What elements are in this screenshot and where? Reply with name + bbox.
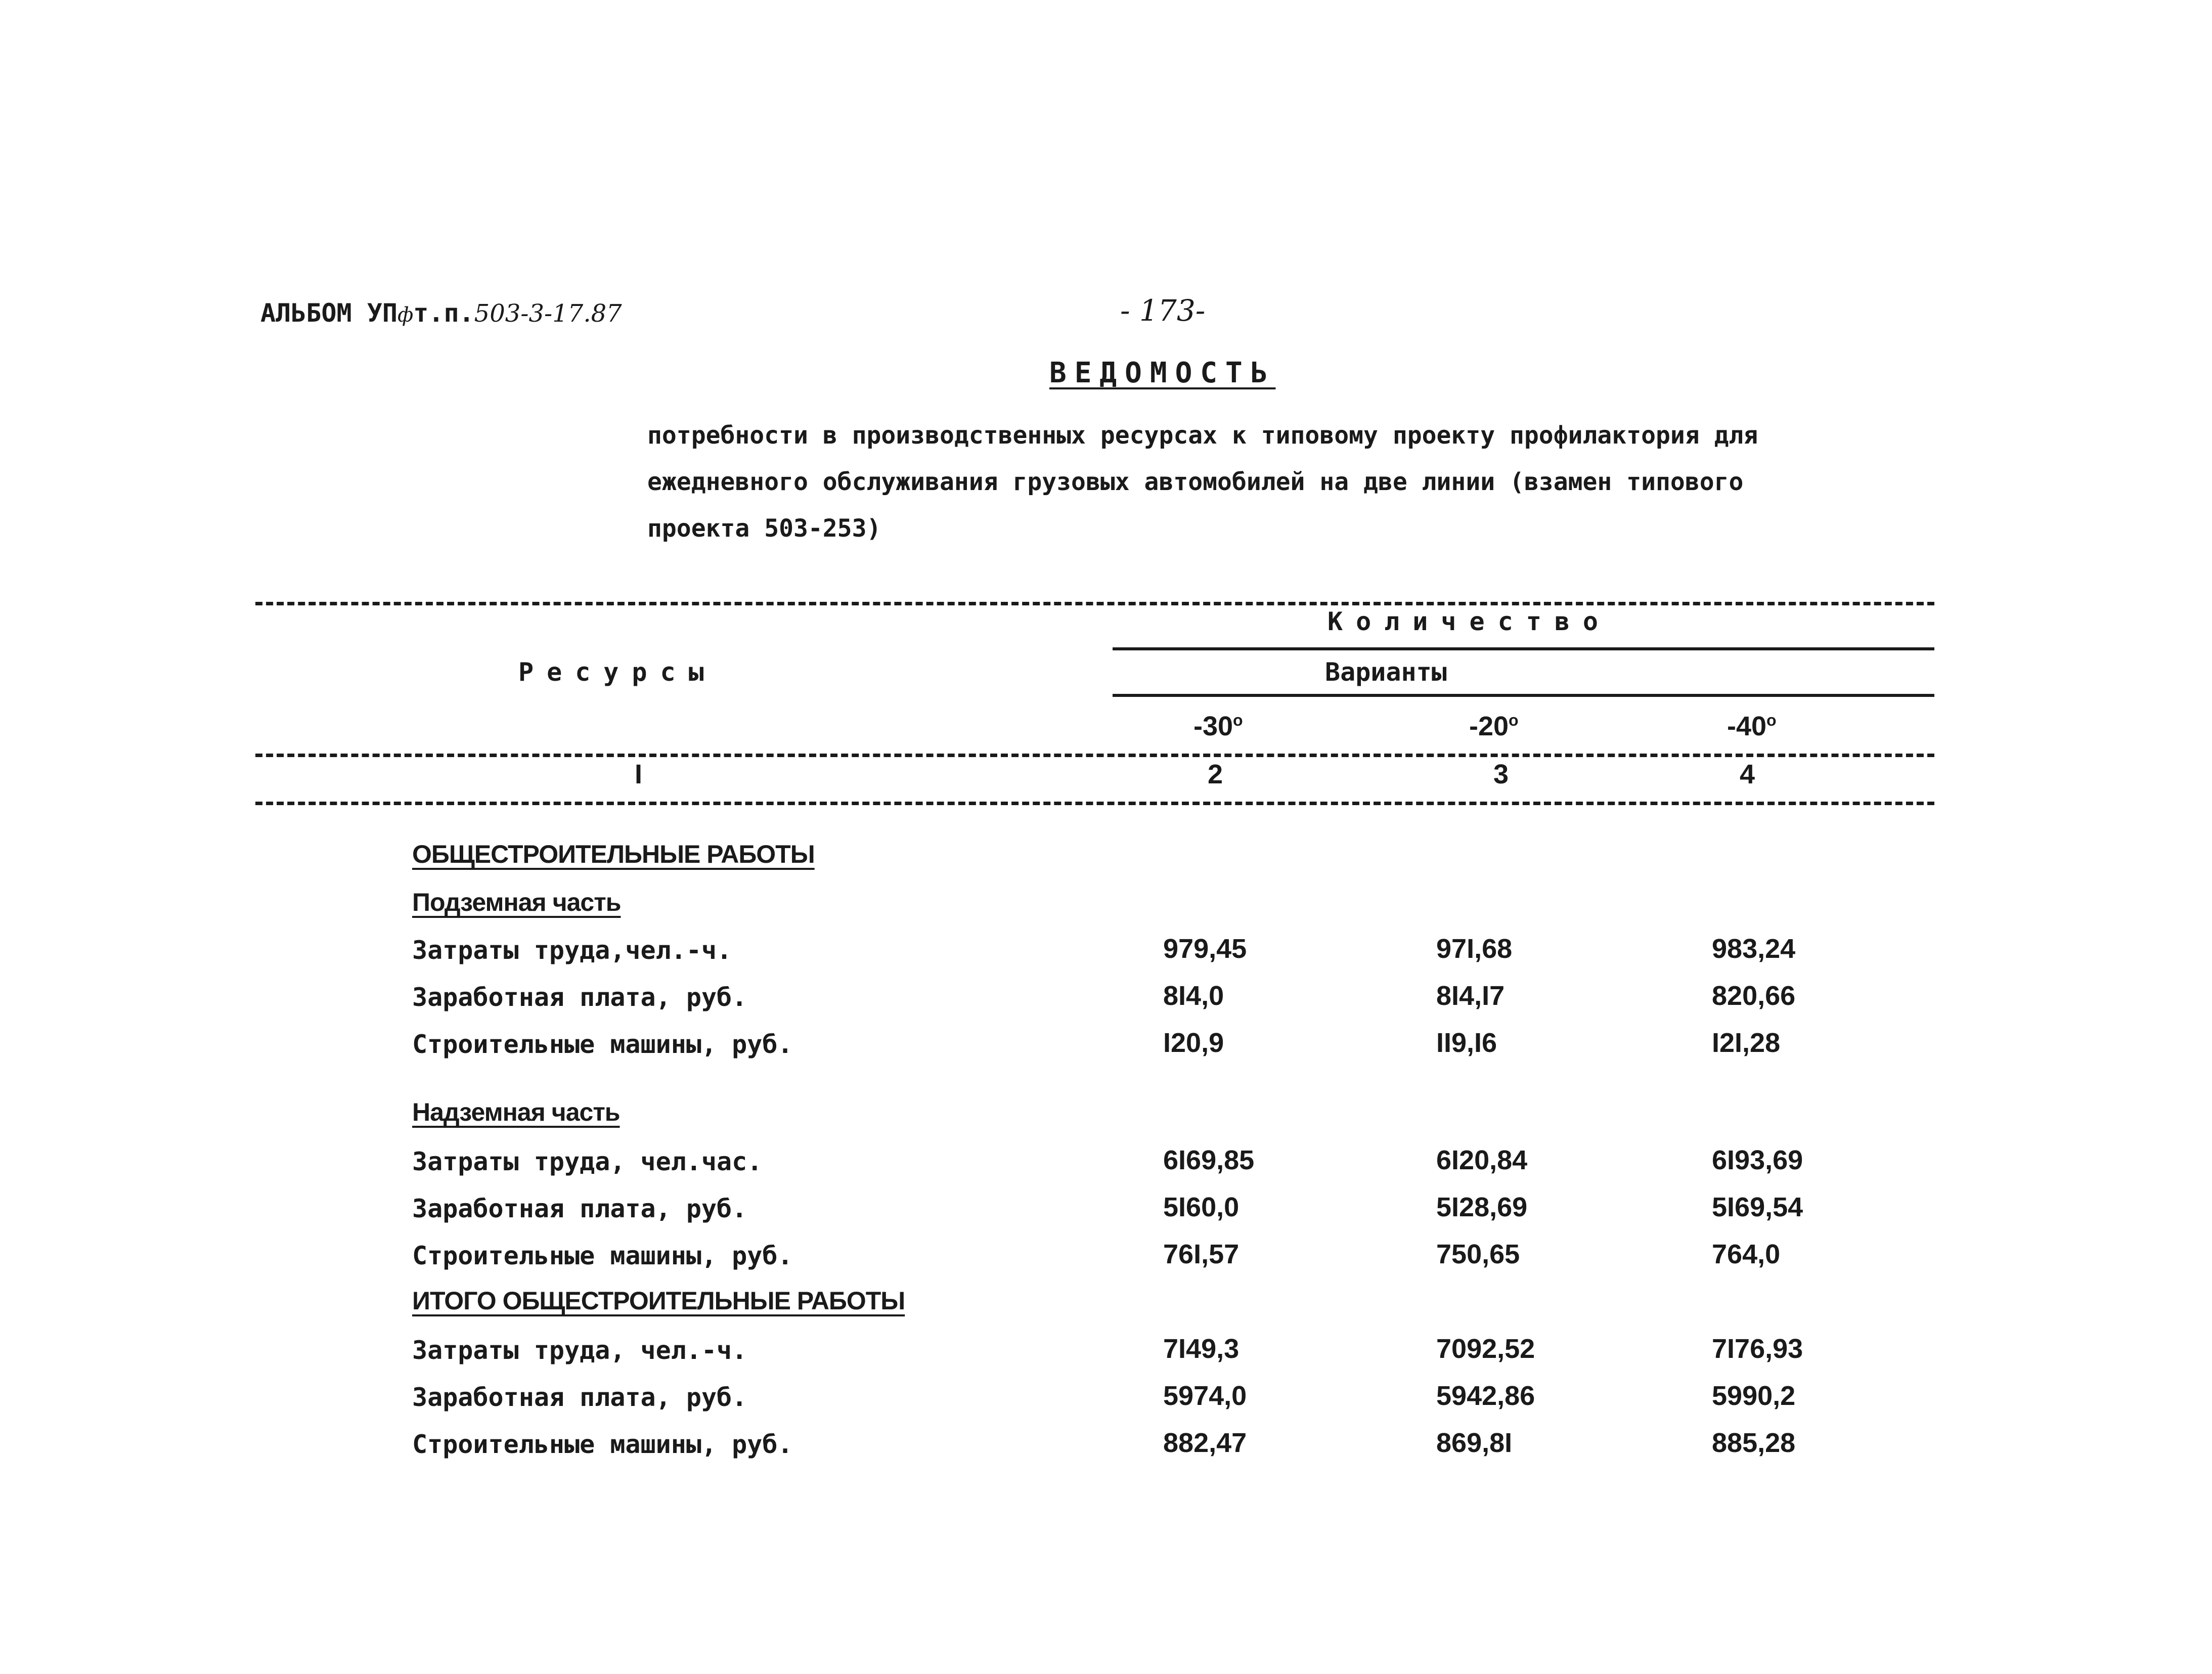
row-label: Строительные машины, руб. (412, 1241, 793, 1270)
variant-label-1: $-30^о$ (1193, 711, 1243, 741)
section-heading-underground: Подземная часть (412, 888, 621, 916)
variant-label-2: $-20^о$ (1469, 711, 1519, 741)
table-cell: II9,I6 (1436, 1028, 1497, 1058)
table-cell: 885,28 (1712, 1428, 1796, 1458)
row-label: Затраты труда, чел.-ч. (412, 1336, 747, 1365)
table-cell: 979,45 (1163, 934, 1247, 964)
table-cell: 882,47 (1163, 1428, 1247, 1458)
page-number: - 173- (1120, 293, 1206, 328)
table-cell: 97I,68 (1436, 934, 1513, 964)
row-label: Строительные машины, руб. (412, 1430, 793, 1459)
table-cell: 7092,52 (1436, 1334, 1535, 1364)
col-resources-header: Ресурсы (518, 657, 717, 687)
table-cell: I20,9 (1163, 1028, 1224, 1058)
header-bottom-rule (255, 754, 1934, 757)
numbering-bottom-rule (255, 802, 1934, 805)
col-number-3: 3 (1493, 759, 1509, 789)
table-cell: 6I93,69 (1712, 1145, 1803, 1175)
album-prefix: АЛЬБОМ УП (260, 298, 397, 328)
table-cell: 5942,86 (1436, 1381, 1535, 1411)
row-label: Строительные машины, руб. (412, 1030, 793, 1059)
table-cell: 8I4,I7 (1436, 981, 1505, 1011)
table-top-rule (255, 602, 1934, 605)
document-subtitle: потребности в производственных ресурсах к типовому проекту профилактория для ежедневного обслуживания грузовых автомобилей на две линии (взамен типового проекта 503-253) (647, 421, 1758, 543)
table-cell: 983,24 (1712, 934, 1796, 964)
variant-label-3: $-40^о$ (1727, 711, 1777, 741)
col-quantity-header: Количество (1328, 607, 1612, 636)
table-cell: 5I28,69 (1436, 1192, 1528, 1222)
col-number-1: I (635, 759, 643, 789)
table-cell: 6I69,85 (1163, 1145, 1255, 1175)
table-cell: 820,66 (1712, 981, 1796, 1011)
col-variants-header: Варианты (1325, 657, 1447, 687)
quantity-underline (1113, 647, 1934, 650)
table-cell: 6I20,84 (1436, 1145, 1528, 1175)
table-cell: 76I,57 (1163, 1239, 1240, 1269)
table-cell: 5I69,54 (1712, 1192, 1803, 1222)
table-cell: I2I,28 (1712, 1028, 1781, 1058)
row-label: Затраты труда,чел.-ч. (412, 936, 732, 965)
col-number-2: 2 (1208, 759, 1223, 789)
table-cell: 764,0 (1712, 1239, 1781, 1269)
album-handwritten-mark: ф (397, 303, 414, 327)
album-reference (260, 298, 622, 328)
section-heading-total: ИТОГО ОБЩЕСТРОИТЕЛЬНЫЕ РАБОТЫ (412, 1287, 905, 1315)
table-cell: 7I76,93 (1712, 1334, 1803, 1364)
table-cell: 750,65 (1436, 1239, 1520, 1269)
col-number-4: 4 (1740, 759, 1755, 789)
section-heading-general: ОБЩЕСТРОИТЕЛЬНЫЕ РАБОТЫ (412, 840, 815, 868)
album-number: 503-3-17.87 (474, 299, 622, 328)
document-title: ВЕДОМОСТЬ (1049, 357, 1276, 389)
table-cell: 5974,0 (1163, 1381, 1247, 1411)
row-label: Заработная плата, руб. (412, 1194, 747, 1223)
variants-underline (1113, 694, 1934, 697)
table-cell: 5990,2 (1712, 1381, 1796, 1411)
row-label: Заработная плата, руб. (412, 983, 747, 1012)
table-cell: 8I4,0 (1163, 981, 1224, 1011)
row-label: Заработная плата, руб. (412, 1383, 747, 1412)
table-cell: 5I60,0 (1163, 1192, 1240, 1222)
row-label: Затраты труда, чел.час. (412, 1147, 763, 1176)
table-cell: 869,8I (1436, 1428, 1513, 1458)
album-mid: т.п. (413, 298, 474, 328)
table-cell: 7I49,3 (1163, 1334, 1240, 1364)
section-heading-aboveground: Надземная часть (412, 1098, 620, 1126)
